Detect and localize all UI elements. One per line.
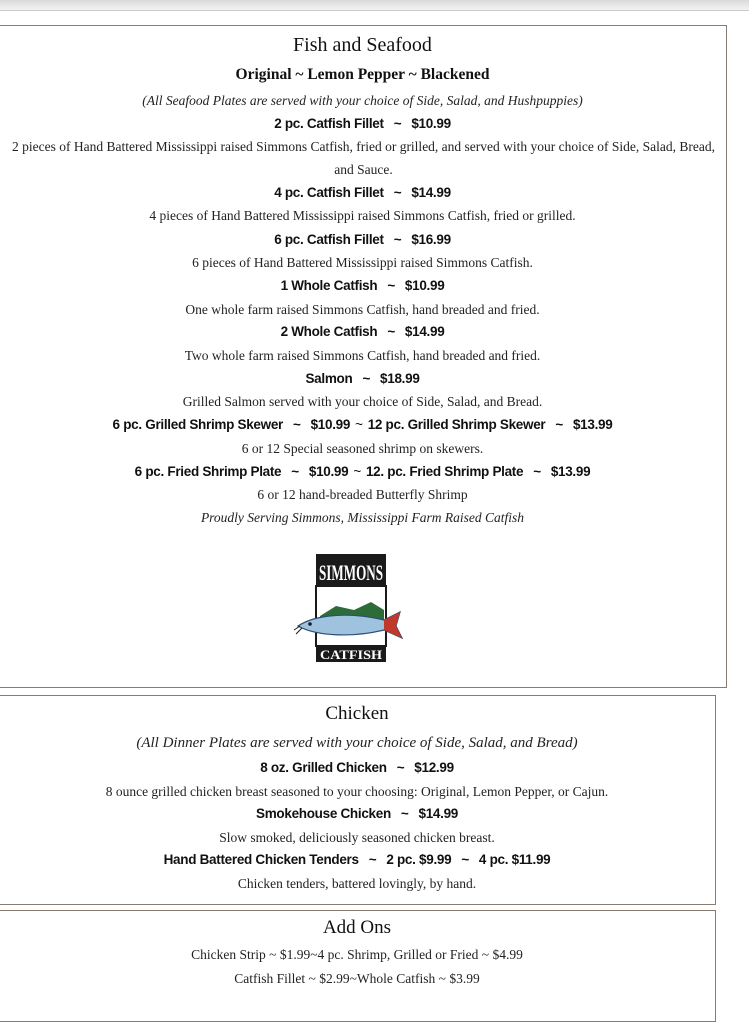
seafood-styles: Original ~ Lemon Pepper ~ Blackened [235,66,490,83]
addons-title: Add Ons [322,917,392,938]
menu-item-description: 8 ounce grilled chicken breast seasoned to your choosing: Original, Lemon Pepper, or Cajun. [105,784,609,799]
item-name: 2 Whole Catfish [280,324,378,339]
menu-item-description: 4 pieces of Hand Battered Mississippi raised Simmons Catfish, fried or grilled. [149,208,576,223]
item-name: 6 pc. Fried Shrimp Plate [134,464,282,479]
item-price: $14.99 [404,324,445,339]
addons-line: Chicken Strip ~ $1.99~4 pc. Shrimp, Grilled or Fried ~ $4.99 [191,947,523,962]
seafood-note: (All Seafood Plates are served with your choice of Side, Salad, and Hushpuppies) [142,93,583,108]
chicken-note: (All Dinner Plates are served with your choice of Side, Salad, and Bread) [136,735,578,751]
item-price: 4 pc. $11.99 [478,852,551,867]
logo-bottom-text: CATFISH [320,647,382,662]
menu-item-title: 6 pc. Fried Shrimp Plate ~ $10.99 ~ 12. pc. Fried Shrimp Plate ~ $13.99 [134,464,591,479]
item-price: $14.99 [418,806,458,821]
addon-item: Whole Catfish ~ $3.99 [356,971,480,986]
item-name: 6 pc. Catfish Fillet [274,232,384,247]
item-price: 2 pc. $9.99 [386,852,452,867]
item-name: Hand Battered Chicken Tenders [163,852,359,867]
item-price: $10.99 [308,464,349,479]
item-price: $12.99 [414,760,454,775]
item-name: 1 Whole Catfish [280,278,378,293]
menu-item-title: 4 pc. Catfish Fillet ~ $14.99 [274,185,451,200]
item-price: $16.99 [411,232,451,247]
chicken-title: Chicken [325,703,389,724]
addon-item: Chicken Strip ~ $1.99 [191,947,311,962]
item-price: $18.99 [380,371,420,386]
item-price: $10.99 [411,116,451,131]
seafood-tagline: Proudly Serving Simmons, Mississippi Farm Raised Catfish [200,510,525,525]
addons-section [0,910,716,1022]
menu-item-title: Smokehouse Chicken ~ $14.99 [256,806,458,821]
menu-item-description: Chicken tenders, battered lovingly, by hand. [237,876,477,891]
top-bar [0,0,749,11]
seafood-section [0,25,727,688]
menu-item-description: 6 or 12 hand-breaded Butterfly Shrimp [257,487,468,502]
menu-item-title: 1 Whole Catfish ~ $10.99 [280,278,445,293]
menu-item-description: 2 pieces of Hand Battered Mississippi raised Simmons Catfish, fried or grilled, and served with your choice of Side, Salad, Bread, and Sauce. [12,139,715,177]
chicken-section [0,695,716,905]
menu-item-title: 6 pc. Grilled Shrimp Skewer ~ $10.99 ~ 12 pc. Grilled Shrimp Skewer ~ $13.99 [112,417,613,432]
item-name: 2 pc. Catfish Fillet [274,116,384,131]
menu-item-title: Salmon ~ $18.99 [305,371,420,386]
menu-item-description: Two whole farm raised Simmons Catfish, hand breaded and fried. [184,348,541,363]
addons-line: Catfish Fillet ~ $2.99~Whole Catfish ~ $3.99 [234,971,480,986]
item-name: 6 pc. Grilled Shrimp Skewer [112,417,283,432]
menu-item-description: 6 or 12 Special seasoned shrimp on skewers. [241,441,484,456]
menu-item-description: Slow smoked, deliciously seasoned chicken breast. [219,830,495,845]
menu-item-title: 8 oz. Grilled Chicken ~ $12.99 [260,760,454,775]
item-price: $10.99 [310,417,351,432]
menu-item-description: 6 pieces of Hand Battered Mississippi raised Simmons Catfish. [192,255,533,270]
logo-top-text: SIMMONS [319,560,383,585]
item-price: $13.99 [572,417,613,432]
item-name: Smokehouse Chicken [256,806,391,821]
catfish-logo-icon [296,554,406,662]
addon-item: 4 pc. Shrimp, Grilled or Fried ~ $4.99 [317,947,523,962]
item-name: 12. pc. Fried Shrimp Plate [365,464,524,479]
item-name: Salmon [305,371,353,386]
item-name: 12 pc. Grilled Shrimp Skewer [367,417,546,432]
item-name: 4 pc. Catfish Fillet [274,185,384,200]
item-price: $14.99 [411,185,451,200]
logo-fish-eye [308,622,312,626]
menu-item-description: One whole farm raised Simmons Catfish, hand breaded and fried. [185,302,540,317]
menu-item-title: 2 Whole Catfish ~ $14.99 [280,324,445,339]
item-name: 8 oz. Grilled Chicken [260,760,387,775]
menu-item-title: Hand Battered Chicken Tenders ~ 2 pc. $9.99 ~ 4 pc. $11.99 [163,852,551,867]
seafood-title: Fish and Seafood [293,34,432,56]
item-price: $10.99 [404,278,445,293]
item-price: $13.99 [550,464,591,479]
menu-item-description: Grilled Salmon served with your choice of Side, Salad, and Bread. [182,394,543,409]
addon-item: Catfish Fillet ~ $2.99 [234,971,350,986]
menu-item-title: 6 pc. Catfish Fillet ~ $16.99 [274,232,451,247]
menu-item-title: 2 pc. Catfish Fillet ~ $10.99 [274,116,451,131]
